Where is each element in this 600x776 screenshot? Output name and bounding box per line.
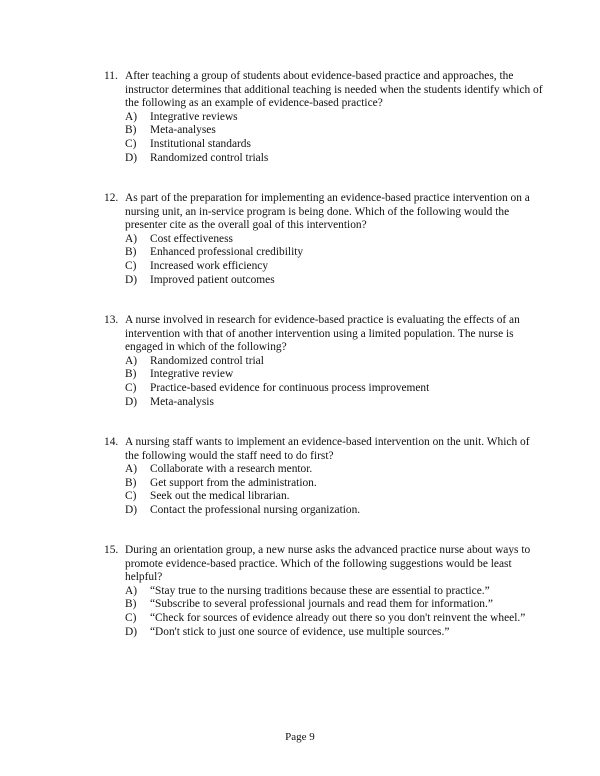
option-letter: B) [125, 124, 137, 137]
option-letter: C) [125, 381, 137, 394]
option-text: Randomized control trial [150, 354, 264, 367]
answer-option-d [125, 274, 544, 288]
option-text: “Stay true to the nursing traditions because these are essential to practice.” [150, 584, 490, 597]
option-letter: D) [125, 625, 138, 638]
answer-options [125, 585, 544, 639]
question-text: After teaching a group of students about evidence-based practice and approaches, the instructor determines that additional teaching is needed when the students identify which of the following as an example of evidence-based practice? [125, 70, 543, 110]
answer-option-b [125, 368, 544, 382]
answer-option-d [125, 504, 544, 518]
answer-option-c [125, 382, 544, 396]
answer-option-a [125, 463, 544, 477]
option-text: Enhanced professional credibility [150, 246, 304, 259]
question-text: During an orientation group, a new nurse asks the advanced practice nurse about ways to promote evidence-based practice. Which of the following suggestions would be least helpful? [125, 544, 531, 584]
answer-option-a [125, 585, 544, 599]
option-letter: A) [125, 463, 138, 476]
answer-option-b [125, 477, 544, 491]
option-text: Contact the professional nursing organization. [150, 503, 361, 516]
option-letter: C) [125, 611, 137, 624]
option-text: Integrative review [150, 368, 234, 381]
option-text: Collaborate with a research mentor. [150, 463, 313, 476]
answer-option-a [125, 233, 544, 247]
option-letter: A) [125, 354, 138, 367]
answer-option-b [125, 246, 544, 260]
question-number: 12. [104, 192, 119, 204]
answer-options [125, 355, 544, 409]
question-number: 11. [104, 70, 118, 82]
option-letter: B) [125, 598, 137, 611]
answer-option-d [125, 152, 544, 166]
answer-options [125, 111, 544, 165]
option-text: Institutional standards [150, 137, 251, 150]
option-letter: D) [125, 151, 138, 164]
option-letter: C) [125, 490, 137, 503]
question-text: A nursing staff wants to implement an evidence-based intervention on the unit. Which of the following would the staff need to do first? [125, 436, 530, 462]
answer-option-c [125, 490, 544, 504]
question-12 [104, 192, 544, 287]
answer-options [125, 233, 544, 287]
question-14 [104, 436, 544, 518]
option-text: Integrative reviews [150, 110, 238, 123]
option-letter: A) [125, 584, 138, 597]
option-text: Improved patient outcomes [150, 273, 275, 286]
option-letter: C) [125, 259, 137, 272]
option-text: Get support from the administration. [150, 476, 317, 489]
option-text: Cost effectiveness [150, 232, 233, 245]
page-number: Page 9 [285, 731, 315, 743]
question-text: A nurse involved in research for evidence-based practice is evaluating the effects of an intervention with that of another intervention using a limited population. The nurse is engaged in which of the following? [125, 314, 520, 354]
option-text: “Check for sources of evidence already out there so you don't reinvent the wheel.” [150, 611, 526, 624]
answer-option-a [125, 111, 544, 125]
option-text: Practice-based evidence for continuous process improvement [150, 381, 430, 394]
answer-option-d [125, 396, 544, 410]
option-letter: A) [125, 110, 138, 123]
answer-option-b [125, 598, 544, 612]
answer-option-c [125, 138, 544, 152]
question-number: 14. [104, 436, 119, 448]
question-11 [104, 70, 544, 165]
option-letter: C) [125, 137, 137, 150]
option-text: Meta-analyses [150, 124, 216, 137]
option-text: “Subscribe to several professional journals and read them for information.” [150, 598, 493, 611]
option-text: Increased work efficiency [150, 259, 269, 272]
answer-options [125, 463, 544, 517]
question-number: 13. [104, 314, 119, 326]
option-text: “Don't stick to just one source of evidence, use multiple sources.” [150, 625, 450, 638]
option-letter: B) [125, 246, 137, 259]
option-letter: D) [125, 273, 138, 286]
question-number: 15. [104, 544, 119, 556]
answer-option-d [125, 626, 544, 640]
option-text: Meta-analysis [150, 395, 214, 408]
option-letter: D) [125, 503, 138, 516]
question-13 [104, 314, 544, 409]
question-15 [104, 544, 544, 639]
option-letter: B) [125, 368, 137, 381]
answer-option-a [125, 355, 544, 369]
answer-option-c [125, 260, 544, 274]
option-text: Seek out the medical librarian. [150, 490, 290, 503]
answer-option-b [125, 124, 544, 138]
answer-option-c [125, 612, 544, 626]
question-text: As part of the preparation for implementing an evidence-based practice intervention on a nursing unit, an in-service program is being done. Which of the following would the presenter cite as the overall goal of this intervention? [125, 192, 530, 232]
option-letter: D) [125, 395, 138, 408]
option-text: Randomized control trials [150, 151, 269, 164]
option-letter: B) [125, 476, 137, 489]
option-letter: A) [125, 232, 138, 245]
